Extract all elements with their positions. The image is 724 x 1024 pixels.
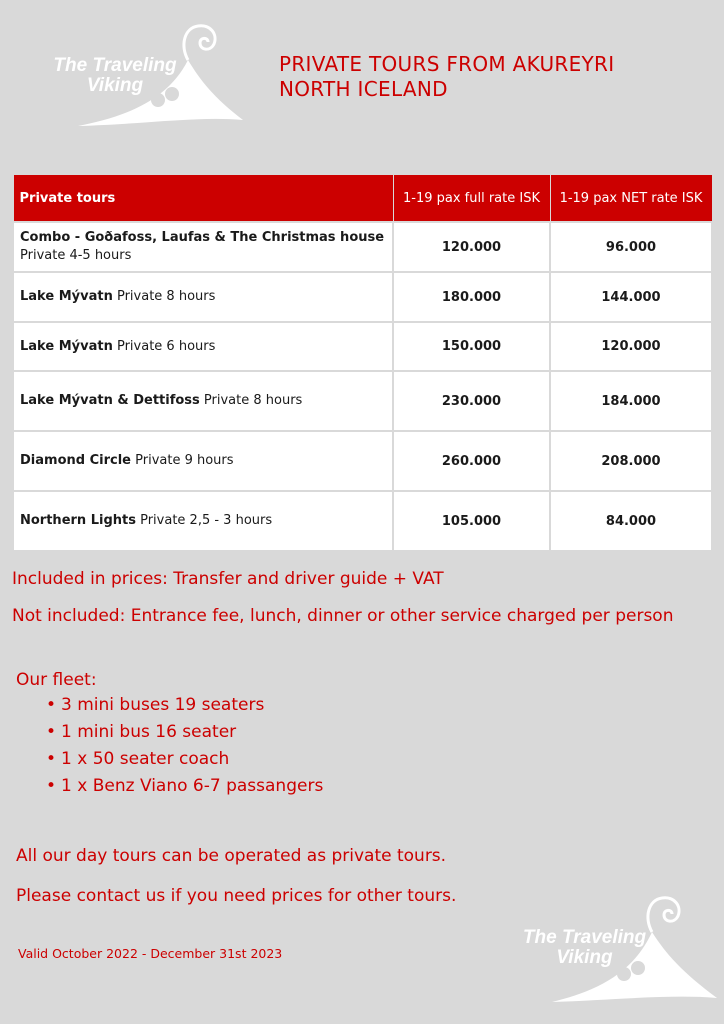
tour-name: Lake Mývatn [20,289,113,304]
validity-note: Valid October 2022 - December 31st 2023 [18,946,283,961]
logo-line-2: Viking [556,947,613,968]
title-line-1: PRIVATE TOURS FROM AKUREYRI [279,52,615,76]
fleet-section [16,670,323,800]
table-row [13,491,712,551]
list-item: • 1 x Benz Viano 6-7 passangers [46,773,323,800]
logo-line-1: The Traveling [522,927,647,948]
fleet-title: Our fleet: [16,670,97,690]
tour-cell [13,431,393,491]
full-rate-cell: 230.000 [393,371,550,431]
logo-line-1: The Traveling [53,55,177,76]
table-row [13,431,712,491]
net-rate-cell: 84.000 [550,491,712,551]
tour-name: Lake Mývatn & Dettifoss [20,393,200,408]
net-rate-cell: 96.000 [550,222,712,272]
logo-line-2: Viking [86,75,144,96]
tour-cell [13,222,393,272]
logo-top [38,20,248,130]
full-rate-cell: 260.000 [393,431,550,491]
tour-name: Lake Mývatn [20,338,113,354]
net-rate-cell: 208.000 [550,431,712,491]
tour-cell [13,491,393,551]
header-full-rate: 1-19 pax full rate ISK [393,175,550,223]
net-rate-cell: 120.000 [550,322,712,371]
tour-name: Northern Lights [20,513,136,528]
tour-price-table [12,174,713,552]
full-rate-cell: 105.000 [393,491,550,551]
header-net-rate: 1-19 pax NET rate ISK [550,175,712,223]
tour-detail: Private 6 hours [116,338,216,354]
full-rate-cell: 180.000 [393,272,550,322]
tour-detail: Private 8 hours [203,393,303,408]
header-private-tours: Private tours [13,175,393,223]
tour-detail: Private 9 hours [135,453,234,468]
fleet-list [16,692,323,800]
list-item: • 1 x 50 seater coach [46,746,323,773]
tour-cell [13,272,393,322]
net-rate-cell: 184.000 [550,371,712,431]
tour-name: Diamond Circle [20,453,131,468]
private-note: All our day tours can be operated as private tours. [16,846,447,866]
table-row [13,322,712,371]
table-row [13,222,712,272]
table-row [13,272,712,322]
not-included-note: Not included: Entrance fee, lunch, dinner or other service charged per person [12,606,674,626]
tour-cell [13,322,393,371]
tour-detail: Private 8 hours [116,289,216,304]
list-item: • 3 mini buses 19 seaters [46,692,323,719]
full-rate-cell: 120.000 [393,222,550,272]
net-rate-cell: 144.000 [550,272,712,322]
tour-detail: Private 4-5 hours [20,248,132,263]
list-item: • 1 mini bus 16 seater [46,719,323,746]
full-rate-cell: 150.000 [393,322,550,371]
table-row [13,371,712,431]
logo-bottom [512,890,722,1005]
page-title [279,52,709,102]
contact-note: Please contact us if you need prices for other tours. [16,886,457,906]
included-note: Included in prices: Transfer and driver guide + VAT [12,569,444,589]
table-header-row [13,175,712,223]
title-line-2: NORTH ICELAND [279,77,448,101]
tour-detail: Private 2,5 - 3 hours [140,513,273,528]
tour-cell [13,371,393,431]
tour-name: Combo - Goðafoss, Laufas & The Christmas house [20,230,385,245]
